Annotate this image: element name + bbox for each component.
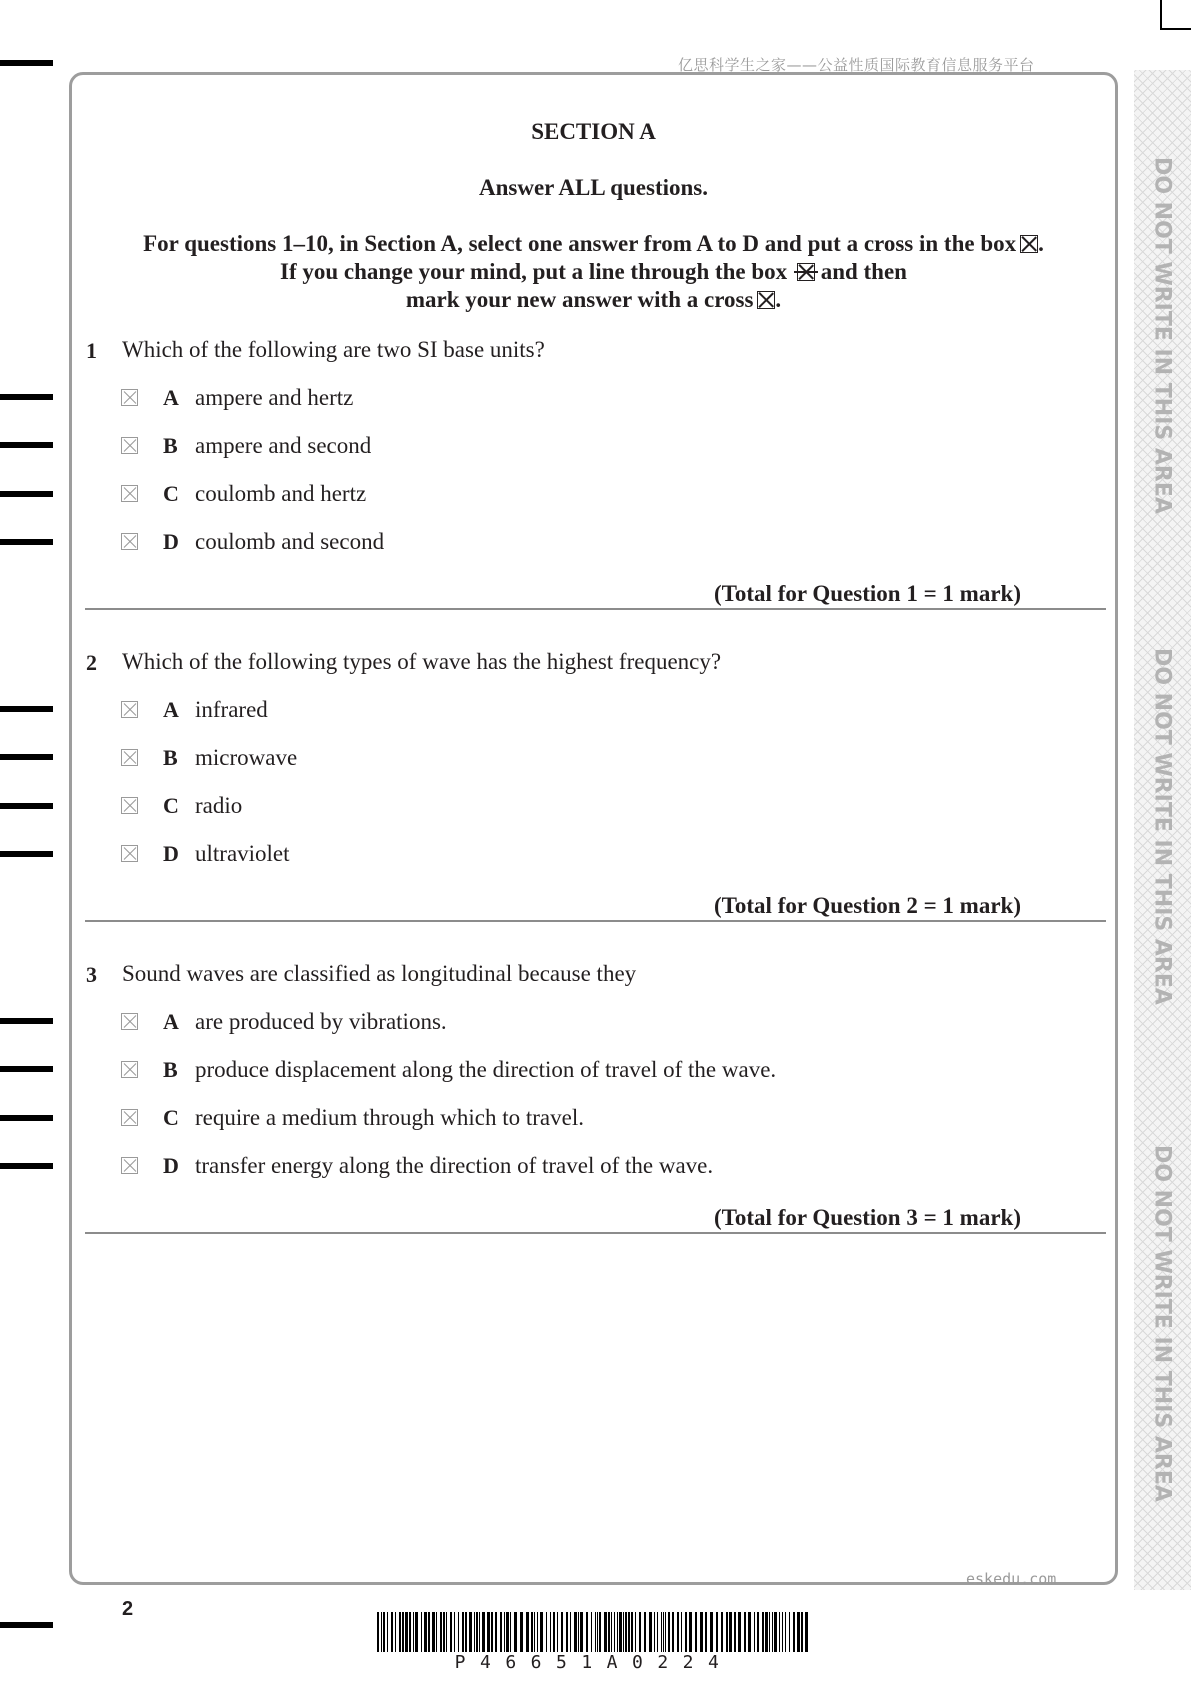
answer-box-icon[interactable] <box>121 1013 138 1030</box>
option-a[interactable] <box>0 385 1191 413</box>
answer-box-icon[interactable] <box>121 1109 138 1126</box>
answer-box-icon[interactable] <box>121 797 138 814</box>
instruction-line-2-end: and then <box>820 259 907 284</box>
answer-box-icon[interactable] <box>121 845 138 862</box>
page-number: 2 <box>122 1598 134 1620</box>
option-letter: C <box>163 1105 179 1130</box>
answer-box-icon[interactable] <box>121 533 138 550</box>
question-number: 1 <box>86 338 97 363</box>
option-letter: B <box>163 745 178 770</box>
option-letter: B <box>163 433 178 458</box>
option-d[interactable] <box>0 1153 1191 1181</box>
barcode <box>377 1612 811 1652</box>
question-divider <box>85 920 1106 922</box>
option-d[interactable] <box>0 841 1191 869</box>
do-not-write-label: DO NOT WRITE IN THIS AREA <box>1149 648 1175 1005</box>
option-text: microwave <box>195 745 298 770</box>
question-total: (Total for Question 1 = 1 mark) <box>714 581 1021 606</box>
option-text: coulomb and second <box>195 529 385 554</box>
header-watermark: 亿思科学生之家——公益性质国际教育信息服务平台 <box>678 56 1035 74</box>
option-letter: D <box>163 841 179 866</box>
section-title: SECTION A <box>531 119 656 144</box>
option-a[interactable] <box>0 1009 1191 1037</box>
margin-tick <box>0 60 53 66</box>
instruction-line-3-text: mark your new answer with a cross <box>405 287 754 312</box>
question-number: 3 <box>86 962 97 987</box>
option-letter: A <box>163 385 179 410</box>
option-a[interactable] <box>0 697 1191 725</box>
answer-box-icon[interactable] <box>121 485 138 502</box>
question-text: Sound waves are classified as longitudinal because they <box>122 961 637 986</box>
option-c[interactable] <box>0 481 1191 509</box>
question-number: 2 <box>86 650 97 675</box>
do-not-write-label: DO NOT WRITE IN THIS AREA <box>1149 1145 1175 1502</box>
crossed-box-icon <box>1020 235 1038 253</box>
option-text: transfer energy along the direction of travel of the wave. <box>195 1153 714 1178</box>
question-text: Which of the following types of wave has the highest frequency? <box>122 649 722 674</box>
answer-instructions <box>69 230 1118 314</box>
instruction-line-2 <box>69 258 1118 286</box>
crop-mark <box>1160 28 1191 30</box>
option-letter: A <box>163 697 179 722</box>
instruction-line-3: mark your new answer with a cross . <box>405 287 782 312</box>
option-text: produce displacement along the direction of travel of the wave. <box>195 1057 777 1082</box>
answer-box-icon[interactable] <box>121 437 138 454</box>
instruction-line-1: For questions 1–10, in Section A, select one answer from A to D and put a cross in the box . <box>143 231 1044 256</box>
option-letter: D <box>163 529 179 554</box>
margin-tick <box>0 1622 53 1628</box>
option-d[interactable] <box>0 529 1191 557</box>
option-b[interactable] <box>0 745 1191 773</box>
option-letter: D <box>163 1153 179 1178</box>
option-letter: B <box>163 1057 178 1082</box>
option-text: infrared <box>195 697 268 722</box>
option-b[interactable] <box>0 433 1191 461</box>
answer-box-icon[interactable] <box>121 1061 138 1078</box>
option-b[interactable] <box>0 1057 1191 1085</box>
option-text: require a medium through which to travel. <box>195 1105 584 1130</box>
site-watermark: eskedu.com <box>966 1570 1057 1588</box>
option-letter: C <box>163 481 179 506</box>
option-text: ultraviolet <box>195 841 290 866</box>
option-letter: A <box>163 1009 179 1034</box>
answer-box-icon[interactable] <box>121 389 138 406</box>
barcode-text: P46651A0224 <box>454 1652 734 1673</box>
option-c[interactable] <box>0 793 1191 821</box>
question-text: Which of the following are two SI base units? <box>122 337 545 362</box>
answer-box-icon[interactable] <box>121 1157 138 1174</box>
instruction-line-2-text: If you change your mind, put a line through the box <box>280 259 788 284</box>
question-divider <box>85 1232 1106 1234</box>
option-text: radio <box>195 793 243 818</box>
answer-box-icon[interactable] <box>121 701 138 718</box>
option-text: ampere and second <box>195 433 372 458</box>
question-total: (Total for Question 2 = 1 mark) <box>714 893 1021 918</box>
option-letter: C <box>163 793 179 818</box>
crop-mark <box>1160 0 1162 30</box>
question-divider <box>85 608 1106 610</box>
option-text: are produced by vibrations. <box>195 1009 447 1034</box>
answer-all-instruction: Answer ALL questions. <box>478 175 708 200</box>
struck-crossed-box-icon <box>797 263 815 281</box>
crossed-box-icon <box>757 291 775 309</box>
question-total: (Total for Question 3 = 1 mark) <box>714 1205 1021 1230</box>
answer-box-icon[interactable] <box>121 749 138 766</box>
option-text: coulomb and hertz <box>195 481 367 506</box>
instruction-line-1-text: For questions 1–10, in Section A, select one answer from A to D and put a cross in the box <box>143 231 1017 256</box>
option-text: ampere and hertz <box>195 385 354 410</box>
option-c[interactable] <box>0 1105 1191 1133</box>
do-not-write-label: DO NOT WRITE IN THIS AREA <box>1149 157 1175 514</box>
